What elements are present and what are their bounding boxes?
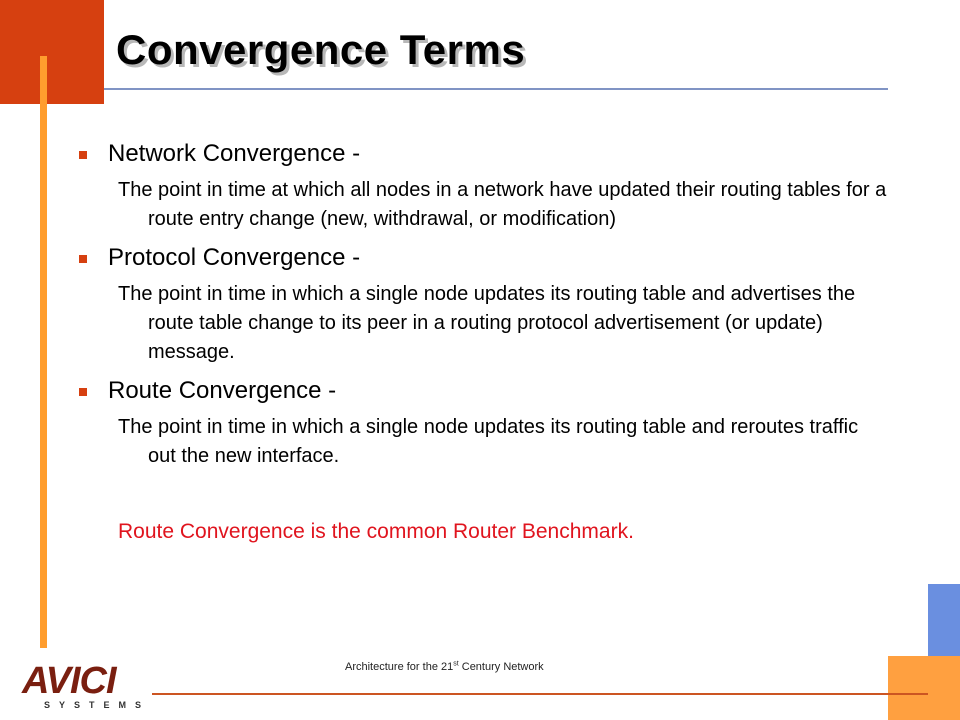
avici-logo <box>22 662 150 712</box>
item-heading: Network Convergence - <box>108 140 361 167</box>
slide-content <box>108 138 888 547</box>
logo-subtitle: SYSTEMS <box>44 700 151 710</box>
decorative-orange-bar <box>40 56 47 648</box>
item-heading: Route Convergence - <box>108 377 337 404</box>
decorative-blue-bar <box>928 584 960 656</box>
item-description: The point in time in which a single node updates its routing table and reroutes traffic out the new interface. <box>118 416 859 467</box>
item-heading: Protocol Convergence - <box>108 244 361 271</box>
decorative-orange-square <box>888 656 960 720</box>
title-underline <box>104 88 888 90</box>
footer-text-superscript: st <box>453 660 459 668</box>
decorative-red-square <box>0 0 104 104</box>
slide-title: Convergence Terms <box>116 26 526 73</box>
footer-text-suffix: Century Network <box>458 661 544 673</box>
footer-text-prefix: Architecture for the 21 <box>345 661 454 673</box>
footer-tagline <box>345 661 544 673</box>
logo-wordmark: AVICI <box>22 660 116 702</box>
item-description: The point in time in which a single node updates its routing table and advertises the route table change to its peer in a routing protocol advertisement (or update) message. <box>118 283 856 363</box>
list-item <box>108 375 888 471</box>
bullet-square-icon <box>79 388 87 396</box>
bullet-square-icon <box>79 255 87 263</box>
item-description: The point in time at which all nodes in a network have updated their routing tables for a route entry change (new, withdrawal, or modification) <box>118 179 887 230</box>
bullet-square-icon <box>79 151 87 159</box>
list-item <box>108 138 888 234</box>
list-item <box>108 242 888 367</box>
footer-divider <box>152 693 928 695</box>
benchmark-note: Route Convergence is the common Router Benchmark. <box>118 520 634 543</box>
